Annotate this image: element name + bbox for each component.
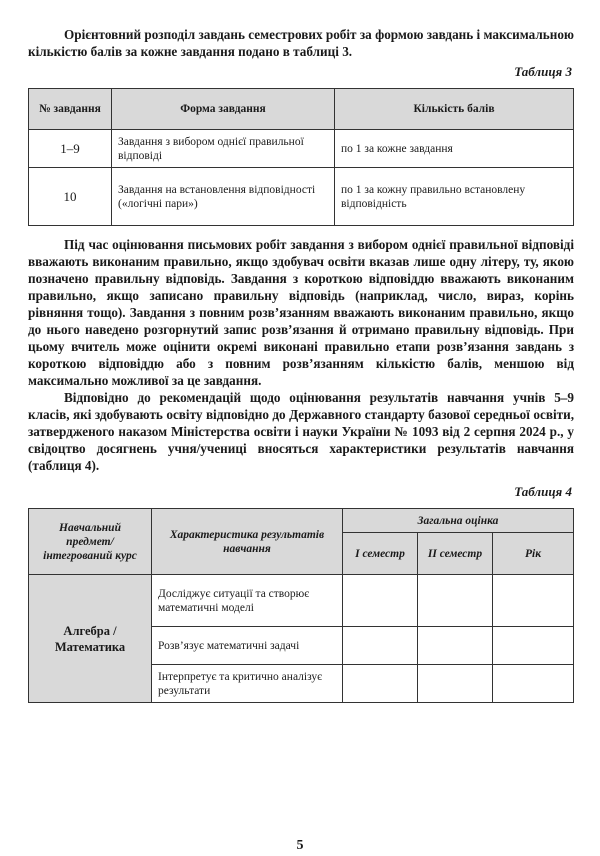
- table4-header-semester2: II семестр: [418, 533, 493, 575]
- grade-cell-year: [493, 627, 574, 665]
- table-3: [28, 88, 574, 226]
- table4-header-year: Рік: [493, 533, 574, 575]
- table3-cell-number: 10: [29, 168, 112, 226]
- grade-cell-year: [493, 575, 574, 627]
- table4-characteristic-cell: Розв’язує математичні задачі: [152, 627, 343, 665]
- grade-cell-semester1: [343, 627, 418, 665]
- table4-characteristic-cell: Інтерпретує та критично аналізує результати: [152, 665, 343, 703]
- page-content: [28, 26, 574, 703]
- table3-header-points: Кількість балів: [335, 89, 574, 130]
- table4-characteristic-cell: Досліджує ситуації та створює математичні моделі: [152, 575, 343, 627]
- evaluation-paragraph: Під час оцінювання письмових робіт завдання з вибором однієї правильної відповіді вважають виконаним правильно, якщо здобувач освіти вказав лише одну літеру, ту, якою позначено правильну відповідь. Завдання з короткою відповіддю вважають виконаним правильно, якщо записано правильну відповідь (наприклад, число, вираз, корінь рівняння тощо). Завдання з повним розв’язанням вважають виконаним правильно, якщо до нього наведено розгорнутий запис розв’язання й отримано правильну відповідь. При цьому вчитель може оцінити окремі виконані правильно етапи розв’язання завдань з короткою відповіддю або з повним розв’язанням кількістю балів, меншою від максимально можливої за це завдання.: [28, 237, 574, 388]
- table4-caption: Таблиця 4: [514, 484, 572, 499]
- table4-header-characteristics: Характеристика результатів навчання: [152, 509, 343, 575]
- table3-caption: Таблиця 3: [514, 64, 572, 79]
- grade-cell-year: [493, 665, 574, 703]
- table3-cell-points: по 1 за кожну правильно встановлену відповідність: [335, 168, 574, 226]
- table3-header-form: Форма завдання: [112, 89, 335, 130]
- table3-header-number: № завдання: [29, 89, 112, 130]
- grade-cell-semester1: [343, 575, 418, 627]
- table4-subject-cell: Алгебра / Математика: [29, 575, 152, 703]
- table-row: [29, 130, 574, 168]
- table-row: [29, 575, 574, 627]
- table4-header-overall: Загальна оцінка: [343, 509, 574, 533]
- table4-header-subject: Навчальний предмет/ інтегрований курс: [29, 509, 152, 575]
- grade-cell-semester1: [343, 665, 418, 703]
- table-4: [28, 508, 574, 703]
- table3-cell-points: по 1 за кожне завдання: [335, 130, 574, 168]
- table3-cell-form: Завдання на встановлення відповідності («логічні пари»): [112, 168, 335, 226]
- recommendations-paragraph: Відповідно до рекомендацій щодо оцінювання результатів навчання учнів 5–9 класів, які здобувають освіту відповідно до Державного стандарту базової середньої освіти, затвердженого наказом Міністерства освіти і науки України № 1093 від 2 серпня 2024 р., у свідоцтво досягнень учня/учениці вносяться характеристики результатів навчання (таблиця 4).: [28, 390, 574, 473]
- page-number: 5: [296, 838, 304, 853]
- grade-cell-semester2: [418, 575, 493, 627]
- intro-paragraph: Орієнтовний розподіл завдань семестрових робіт за формою завдань і максимальною кількістю балів за кожне завдання подано в таблиці 3.: [28, 27, 574, 59]
- table3-cell-number: 1–9: [29, 130, 112, 168]
- grade-cell-semester2: [418, 665, 493, 703]
- table-row: [29, 168, 574, 226]
- table3-cell-form: Завдання з вибором однієї правильної відповіді: [112, 130, 335, 168]
- table4-header-semester1: I семестр: [343, 533, 418, 575]
- grade-cell-semester2: [418, 627, 493, 665]
